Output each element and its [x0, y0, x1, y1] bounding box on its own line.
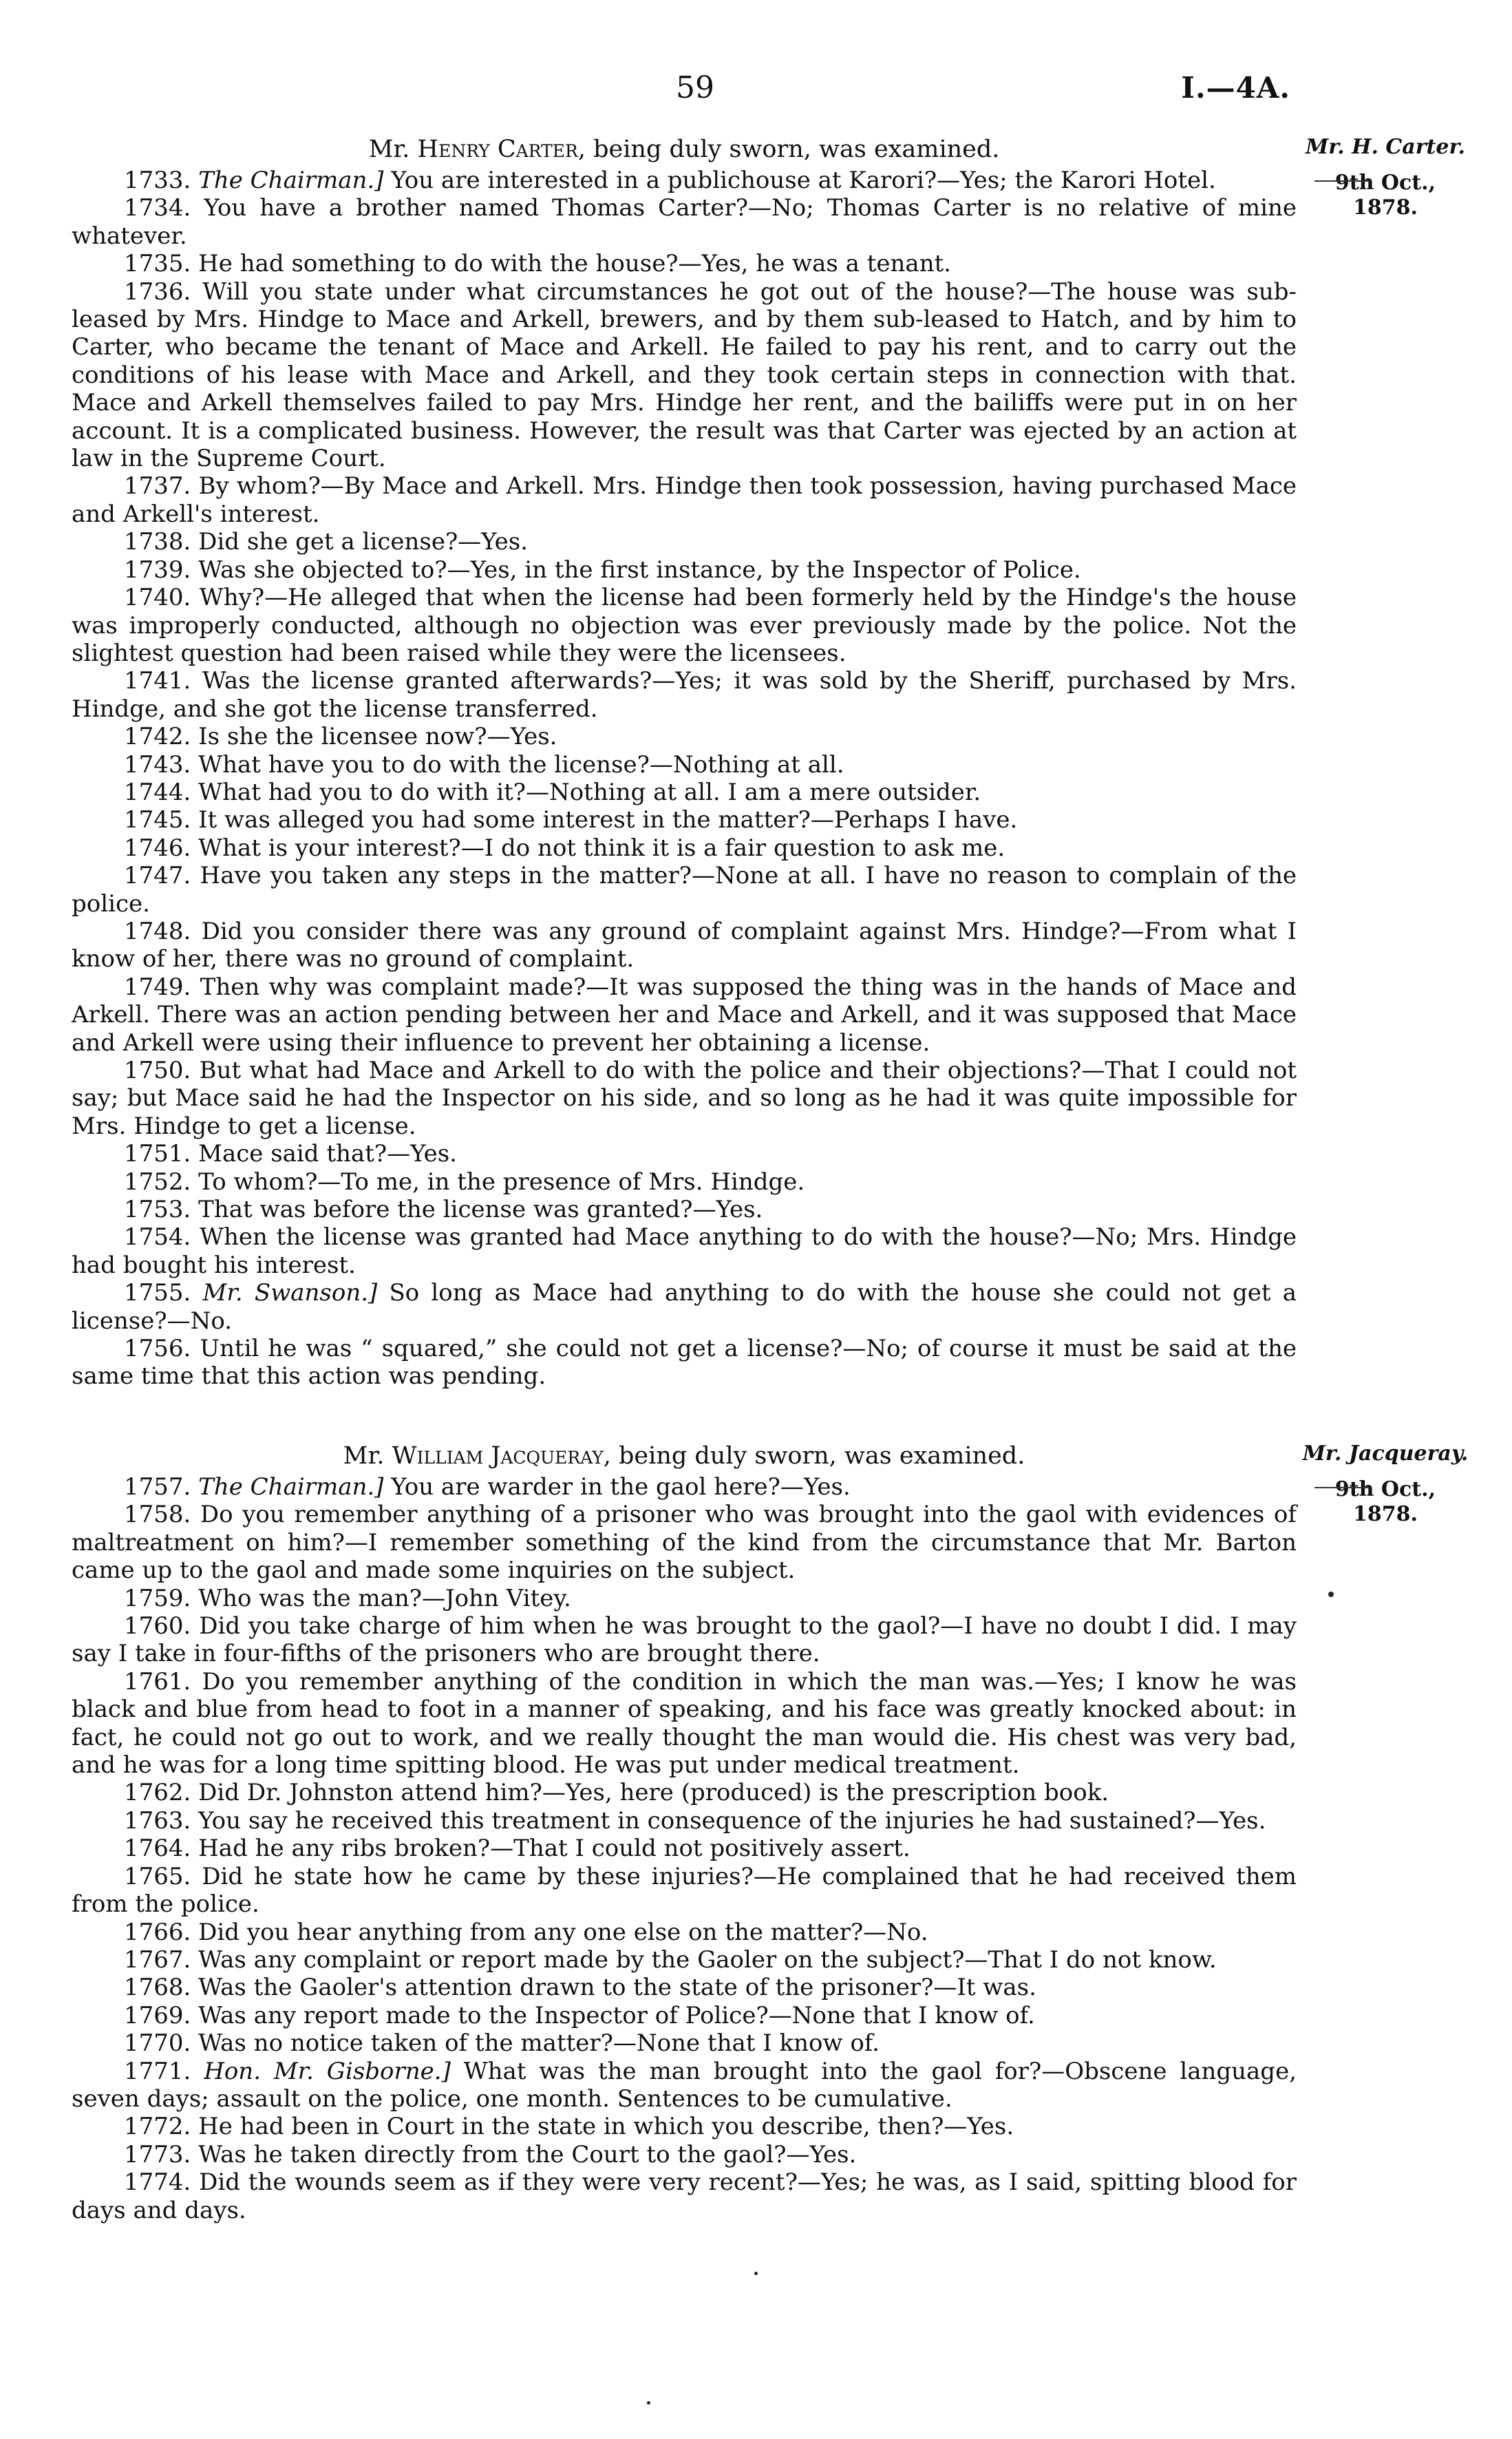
question-number: 1735. [124, 250, 191, 278]
question-paragraph [72, 1473, 1297, 1501]
question-paragraph [72, 194, 1297, 250]
question-number: 1755. [124, 1279, 191, 1307]
margin-note-carter [1299, 135, 1471, 220]
question-number: 1763. [124, 1806, 191, 1835]
question-number: 1765. [124, 1862, 191, 1890]
question-paragraph [72, 1668, 1297, 1780]
margin-rule [1314, 180, 1370, 182]
question-text: Was the Gaoler's attention drawn to the state of the prisoner?—It was. [198, 1974, 1036, 2002]
question-text: What have you to do with the license?—Nothing at all. [198, 750, 844, 779]
question-number: 1743. [124, 750, 191, 779]
question-paragraph [72, 834, 1297, 862]
question-text: Did the wounds seem as if they were very recent?—Yes; he was, as I said, spitting blood for days and days. [72, 2168, 1297, 2224]
question-text: You have a brother named Thomas Carter?—No; Thomas Carter is no relative of mine whatever. [72, 194, 1297, 250]
witness-section-jacqueray [72, 1440, 1297, 2224]
question-text: To whom?—To me, in the presence of Mrs. Hindge. [198, 1168, 805, 1196]
question-paragraph [72, 723, 1297, 750]
question-paragraph [72, 779, 1297, 806]
page-header [0, 67, 1512, 109]
question-number: 1764. [124, 1835, 191, 1863]
question-number: 1768. [124, 1974, 191, 2002]
question-text: What was the man brought into the gaol for?—Obscene language, seven days; assault on the police, one month. Sentences to be cumulative. [72, 2057, 1297, 2113]
section-heading: Mr. William Jacqueray, being duly sworn, was examined. [343, 1442, 1025, 1470]
question-list [72, 167, 1297, 1391]
margin-witness-name: Mr. H. Carter. [1306, 135, 1465, 159]
margin-note-jacqueray [1299, 1442, 1471, 1527]
question-paragraph [72, 1168, 1297, 1196]
question-number: 1769. [124, 2001, 191, 2029]
question-number: 1757. [124, 1473, 191, 1501]
question-text: Why?—He alleged that when the license had been formerly held by the Hindge's the house was improperly conducted, although no objection was ever previously made by the police. Not the slightest question had been raised while they were the licensees. [72, 584, 1297, 667]
question-text: It was alleged you had some interest in the matter?—Perhaps I have. [198, 806, 1018, 834]
page-reference: I.—4A. [1181, 71, 1290, 105]
question-number: 1771. [124, 2057, 191, 2085]
question-number: 1774. [124, 2168, 191, 2197]
question-number: 1751. [124, 1140, 191, 1168]
question-text: Was she objected to?—Yes, in the first instance, by the Inspector of Police. [198, 556, 1081, 584]
question-paragraph [72, 2113, 1297, 2140]
question-paragraph [72, 250, 1297, 277]
margin-witness-name: Mr. Jacqueray. [1302, 1442, 1469, 1466]
question-paragraph [72, 1807, 1297, 1835]
question-text: That was before the license was granted?—Yes. [198, 1196, 763, 1224]
question-number: 1770. [124, 2029, 191, 2058]
question-number: 1738. [124, 528, 191, 556]
question-text: But what had Mace and Arkell to do with the police and their objections?—That I could not say; but Mace said he had the Inspector on his side, and so long as he had it was quite impossible for Mrs. Hindge to get a license. [72, 1057, 1297, 1140]
question-text: So long as Mace had anything to do with the house she could not get a license?—No. [72, 1279, 1297, 1335]
question-text: Had he any ribs broken?—That I could not positively assert. [198, 1835, 911, 1863]
question-text: Will you state under what circumstances he got out of the house?—The house was sub-leased by Mrs. Hindge to Mace and Arkell, brewers, and by them sub-leased to Hatch, and by him to Carter, who became the tenant of Mace and Arkell. He failed to pay his rent, and to carry out the conditions of his lease with Mace and Arkell, and they took certain steps in connection with that. Mace and Arkell themselves failed to pay Mrs. Hindge her rent, and the bailiffs were put in on her account. It is a complicated business. However, the result was that Carter was ejected by an action at law in the Supreme Court. [72, 277, 1297, 473]
question-text: Have you taken any steps in the matter?—None at all. I have no reason to complain of the police. [72, 862, 1297, 918]
question-text: Who was the man?—John Vitey. [198, 1584, 571, 1612]
question-text: By whom?—By Mace and Arkell. Mrs. Hindge then took possession, having purchased Mace and Arkell's interest. [72, 472, 1297, 528]
question-number: 1736. [124, 277, 191, 306]
stray-mark [754, 2272, 758, 2275]
question-paragraph [72, 1974, 1297, 2001]
question-paragraph [72, 806, 1297, 834]
question-paragraph [72, 1835, 1297, 1862]
question-text: Was he taken directly from the Court to the gaol?—Yes. [198, 2140, 857, 2168]
question-number: 1744. [124, 778, 191, 806]
question-paragraph [72, 2029, 1297, 2057]
question-paragraph [72, 862, 1297, 918]
question-text: Did you consider there was any ground of complaint against Mrs. Hindge?—From what I know of her, there was no ground of complaint. [72, 917, 1297, 973]
question-paragraph [72, 1335, 1297, 1391]
question-text: Did Dr. Johnston attend him?—Yes, here (produced) is the prescription book. [198, 1779, 1109, 1807]
question-number: 1746. [124, 834, 191, 862]
question-text: He had been in Court in the state in which you describe, then?—Yes. [198, 2113, 1014, 2141]
question-paragraph [72, 751, 1297, 779]
question-text: You are interested in a publichouse at Karori?—Yes; the Karori Hotel. [383, 167, 1216, 194]
question-paragraph [72, 2168, 1297, 2224]
question-paragraph [72, 1863, 1297, 1919]
question-text: Was any report made to the Inspector of Police?—None that I know of. [198, 2001, 1035, 2029]
question-text: Was no notice taken of the matter?—None that I know of. [198, 2029, 880, 2058]
question-paragraph [72, 278, 1297, 473]
section-heading: Mr. Henry Carter, being duly sworn, was examined. [368, 136, 1000, 163]
question-text: Was the license granted afterwards?—Yes; it was sold by the Sheriff, purchased by Mrs. Hindge, and she got the license transferred. [72, 667, 1297, 723]
question-paragraph [72, 584, 1297, 667]
margin-rule [1314, 1487, 1370, 1488]
question-number: 1747. [124, 862, 191, 890]
question-paragraph [72, 528, 1297, 556]
question-number: 1759. [124, 1584, 191, 1612]
question-number: 1733. [124, 167, 191, 194]
question-paragraph [72, 1279, 1297, 1335]
question-number: 1754. [124, 1223, 191, 1252]
question-paragraph [72, 2002, 1297, 2029]
question-paragraph [72, 1140, 1297, 1168]
question-paragraph [72, 167, 1297, 194]
question-text: You say he received this treatment in consequence of the injuries he had sustained?—Yes. [198, 1806, 1266, 1835]
question-paragraph [72, 1779, 1297, 1806]
question-text: Did he state how he came by these injuries?—He complained that he had received them from the police. [72, 1862, 1297, 1919]
margin-date: 9th Oct., 1878. [1334, 1477, 1436, 1526]
question-text: He had something to do with the house?—Yes, he was a tenant. [198, 250, 952, 278]
question-number: 1753. [124, 1196, 191, 1224]
stray-mark [1328, 1592, 1334, 1597]
question-number: 1749. [124, 973, 191, 1001]
question-text: You are warder in the gaol here?—Yes. [383, 1473, 851, 1501]
question-paragraph [72, 1585, 1297, 1612]
question-paragraph [72, 667, 1297, 723]
question-number: 1748. [124, 917, 191, 945]
question-number: 1762. [124, 1779, 191, 1807]
speaker-label: The Chairman.] [198, 1473, 384, 1501]
question-paragraph [72, 1919, 1297, 1946]
question-number: 1773. [124, 2140, 191, 2168]
question-list [72, 1473, 1297, 2224]
question-number: 1760. [124, 1612, 191, 1640]
question-paragraph [72, 2058, 1297, 2113]
question-number: 1772. [124, 2113, 191, 2141]
question-number: 1750. [124, 1057, 191, 1084]
question-text: Was any complaint or report made by the Gaoler on the subject?—That I do not know. [198, 1945, 1217, 1974]
question-text: Do you remember anything of a prisoner who was brought into the gaol with evidences of maltreatment on him?—I remember something of the kind from the circumstance that Mr. Barton came up to the gaol and made some inquiries on the subject. [72, 1501, 1297, 1585]
question-paragraph [72, 1196, 1297, 1223]
question-paragraph [72, 1612, 1297, 1668]
question-text: Until he was “ squared,” she could not get a license?—No; of course it must be said at the same time that this action was pending. [72, 1335, 1297, 1391]
question-number: 1756. [124, 1335, 191, 1363]
question-paragraph [72, 2141, 1297, 2168]
question-number: 1767. [124, 1945, 191, 1974]
question-paragraph [72, 1223, 1297, 1279]
question-number: 1737. [124, 472, 191, 500]
question-text: Do you remember anything of the condition in which the man was.—Yes; I know he was black and blue from head to foot in a manner of speaking, and his face was greatly knocked about: in fact, he could not go out to work, and we really thought the man would die. His chest was very bad, and he was for a long time spitting blood. He was put under medical treatment. [72, 1667, 1297, 1780]
margin-date: 9th Oct., 1878. [1334, 171, 1436, 220]
witness-section-carter [72, 134, 1297, 1391]
question-number: 1752. [124, 1168, 191, 1196]
question-text: What is your interest?—I do not think it is a fair question to ask me. [198, 834, 1005, 862]
question-text: Did she get a license?—Yes. [198, 528, 529, 556]
speaker-label: Hon. Mr. Gisborne.] [204, 2057, 451, 2085]
question-number: 1734. [124, 194, 191, 222]
question-paragraph [72, 472, 1297, 528]
question-paragraph [72, 918, 1297, 973]
question-number: 1740. [124, 584, 191, 612]
page-number: 59 [676, 70, 714, 105]
question-paragraph [72, 1946, 1297, 1974]
question-paragraph [72, 973, 1297, 1057]
question-number: 1766. [124, 1918, 191, 1946]
question-number: 1742. [124, 723, 191, 751]
speaker-label: Mr. Swanson.] [202, 1279, 378, 1307]
question-number: 1745. [124, 806, 191, 834]
question-text: What had you to do with it?—Nothing at all. I am a mere outsider. [198, 778, 981, 806]
question-text: Did you take charge of him when he was brought to the gaol?—I have no doubt I did. I may say I take in four-fifths of the prisoners who are brought there. [72, 1612, 1297, 1668]
question-paragraph [72, 556, 1297, 584]
question-number: 1741. [124, 667, 191, 695]
question-text: When the license was granted had Mace anything to do with the house?—No; Mrs. Hindge had bought his interest. [72, 1223, 1297, 1279]
question-paragraph [72, 1501, 1297, 1584]
question-text: Did you hear anything from any one else on the matter?—No. [198, 1918, 928, 1946]
speaker-label: The Chairman.] [198, 167, 384, 194]
question-number: 1761. [124, 1667, 191, 1696]
question-paragraph [72, 1057, 1297, 1140]
question-text: Then why was complaint made?—It was supposed the thing was in the hands of Mace and Arkell. There was an action pending between her and Mace and Arkell, and it was supposed that Mace and Arkell were using their influence to prevent her obtaining a license. [72, 973, 1297, 1057]
question-number: 1758. [124, 1501, 191, 1529]
stray-mark [647, 2401, 650, 2405]
question-text: Mace said that?—Yes. [198, 1140, 457, 1168]
question-text: Is she the licensee now?—Yes. [198, 723, 557, 751]
question-number: 1739. [124, 556, 191, 584]
